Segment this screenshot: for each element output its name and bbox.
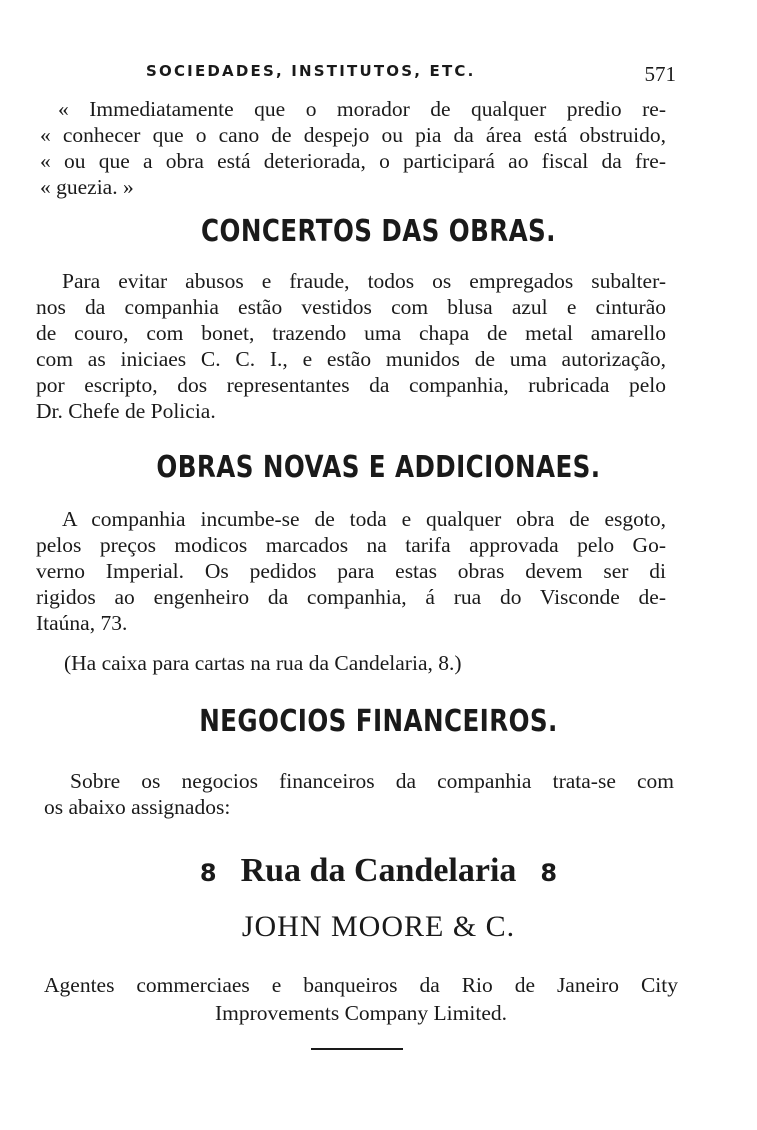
section1-line: de couro, com bonet, trazendo uma chapa de metal amarello bbox=[36, 321, 666, 345]
section1-line: Para evitar abusos e fraude, todos os empregados subalter- bbox=[62, 269, 666, 293]
intro-line: « guezia. » bbox=[40, 175, 134, 199]
section3-paragraph bbox=[44, 768, 674, 820]
intro-line: « conhecer que o cano de despejo ou pia da área está obstruido, bbox=[40, 123, 666, 147]
intro-line: « Immediatamente que o morador de qualquer predio re- bbox=[58, 97, 666, 121]
firm-name: JOHN MOORE & C. bbox=[241, 910, 516, 943]
section1-line: Dr. Chefe de Policia. bbox=[36, 399, 216, 423]
section1-line: por escripto, dos representantes da companhia, rubricada pelo bbox=[36, 373, 666, 397]
address-number-right: 8 bbox=[540, 859, 558, 887]
section1-line: nos da companhia estão vestidos com blusa azul e cinturão bbox=[36, 295, 666, 319]
section3-line: os abaixo assignados: bbox=[44, 795, 231, 819]
section3-line: Sobre os negocios financeiros da companhia trata-se com bbox=[70, 769, 674, 793]
section2-line: verno Imperial. Os pedidos para estas obras devem ser di bbox=[36, 559, 666, 583]
section1-paragraph bbox=[36, 268, 666, 424]
note-line: (Ha caixa para cartas na rua da Candelaria, 8.) bbox=[64, 651, 462, 675]
section1-line: com as iniciaes C. C. I., e estão munidos de uma autorização, bbox=[36, 347, 666, 371]
intro-line: « ou que a obra está deteriorada, o participará ao fiscal da fre- bbox=[40, 149, 666, 173]
agents-line: Improvements Company Limited. bbox=[215, 1001, 507, 1025]
agents-paragraph bbox=[44, 971, 678, 1027]
page-number: 571 bbox=[644, 62, 676, 86]
section2-note bbox=[64, 650, 624, 676]
section-heading-obras-novas: OBRAS NOVAS E ADDICIONAES. bbox=[156, 450, 601, 485]
section2-line: A companhia incumbe-se de toda e qualquer obra de esgoto, bbox=[62, 507, 666, 531]
address-line bbox=[0, 852, 757, 890]
section2-line: pelos preços modicos marcados na tarifa approvada pelo Go- bbox=[36, 533, 666, 557]
section2-line: rigidos ao engenheiro da companhia, á rua do Visconde de- bbox=[36, 585, 666, 609]
section2-line: Itaúna, 73. bbox=[36, 611, 128, 635]
running-head bbox=[146, 62, 676, 88]
address-number-left: 8 bbox=[199, 859, 217, 887]
address-street: Rua da Candelaria bbox=[240, 852, 517, 889]
section2-paragraph bbox=[36, 506, 666, 636]
agents-line: Agentes commerciaes e banqueiros da Rio de Janeiro City bbox=[44, 973, 678, 997]
section-heading-negocios: NEGOCIOS FINANCEIROS. bbox=[199, 704, 558, 739]
closing-rule bbox=[311, 1048, 403, 1050]
intro-paragraph bbox=[40, 96, 666, 200]
section-heading-concertos: CONCERTOS DAS OBRAS. bbox=[201, 214, 556, 249]
running-title: SOCIEDADES, INSTITUTOS, ETC. bbox=[146, 62, 476, 80]
